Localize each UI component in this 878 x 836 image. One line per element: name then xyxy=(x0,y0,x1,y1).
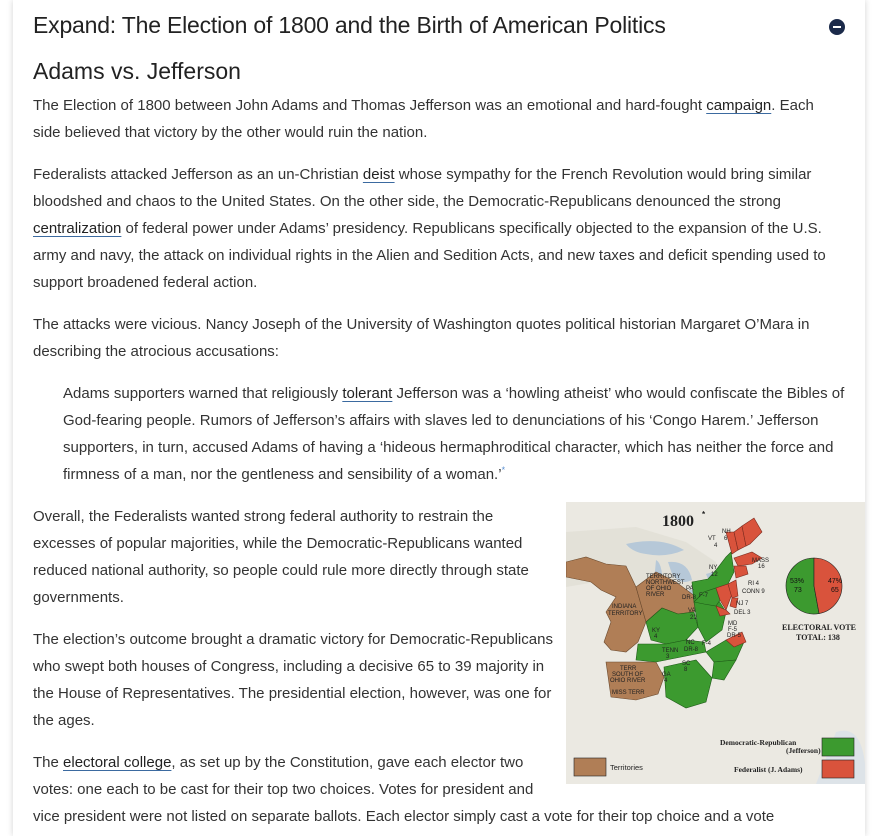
label-ny: NY xyxy=(709,565,718,571)
panel-header[interactable] xyxy=(33,0,845,56)
label-va-n: 21 xyxy=(690,615,697,621)
label-mass-n: 16 xyxy=(758,564,765,570)
pie-dr-pct: 53% xyxy=(790,578,805,585)
paragraph-2 xyxy=(33,161,845,296)
campaign-link[interactable]: campaign xyxy=(706,97,772,114)
label-nc: NC xyxy=(686,640,695,646)
label-pa: PA xyxy=(686,586,694,592)
map-title: 1800 xyxy=(662,513,694,530)
electoral-college-link[interactable]: electoral college xyxy=(63,754,172,771)
label-ga-n: 4 xyxy=(664,678,668,684)
text: whose sympathy for the French Revolution would bring similar bloodshed and chaos to the United States. On the other side, the Democratic-Republicans denounced the strong xyxy=(33,166,812,210)
label-nh: NH xyxy=(722,529,731,535)
label-pa-d: DR-8 xyxy=(682,595,697,601)
paragraph-4: Overall, the Federalists wanted strong federal authority to restrain the excesses of popular majorities, while the Democratic-Republicans wanted reduced national authority, so people could rule more directly through state governments. xyxy=(33,508,529,606)
panel-content xyxy=(33,0,857,836)
expand-title: Expand: The Election of 1800 and the Birth of American Politics xyxy=(33,12,666,38)
label-md-d: DR-5 xyxy=(727,633,742,639)
legend-dr-sub: (Jefferson) xyxy=(786,746,821,755)
legend-dr-swatch xyxy=(822,738,854,756)
label-nw2: NORTHWEST xyxy=(646,580,685,586)
tolerant-link[interactable]: tolerant xyxy=(342,385,393,402)
text: , as set up by the Constitution, gave each elector two votes: one each to be cast for their top two choices. Votes for president and vice president were not listed on separate ballots. Each elector simply cast a vote for their top choice and a vote xyxy=(33,754,775,825)
label-va: VA xyxy=(688,608,696,614)
label-nc-f: F-4 xyxy=(702,641,711,647)
electoral-vote-label: ELECTORAL VOTE xyxy=(782,623,857,632)
label-mass: MASS xyxy=(752,558,770,564)
label-ts1: TERR xyxy=(620,666,637,672)
label-nc-d: DR-8 xyxy=(684,647,699,653)
label-conn: CONN 9 xyxy=(742,589,765,595)
label-nw1: TERRITORY xyxy=(646,574,681,580)
label-ind1: INDIANA xyxy=(612,604,637,610)
label-md: MD xyxy=(728,621,738,627)
election-map-figure xyxy=(566,502,865,784)
electoral-total-label: TOTAL: 138 xyxy=(796,633,840,642)
figure-section xyxy=(33,503,857,830)
label-vt-n: 4 xyxy=(714,543,718,549)
legend-dr-label: Democratic-Republican xyxy=(720,738,797,747)
pie-f-pct: 47% xyxy=(828,578,843,585)
label-nw4: RIVER xyxy=(646,592,665,598)
pie-f-votes: 65 xyxy=(831,587,839,594)
label-sc: SC xyxy=(682,661,691,667)
paragraph-1 xyxy=(33,92,845,146)
election-map xyxy=(566,502,865,784)
pie-dr-votes: 73 xyxy=(794,587,802,594)
label-nw3: OF OHIO xyxy=(646,586,672,592)
text: The Election of 1800 between John Adams and Thomas Jefferson was an emotional and hard-fought xyxy=(33,97,707,114)
label-vt: VT xyxy=(708,536,716,542)
text: Adams supporters warned that religiously xyxy=(63,385,343,402)
label-ky-n: 4 xyxy=(654,634,658,640)
section-heading: Adams vs. Jefferson xyxy=(33,58,241,84)
text: The xyxy=(33,754,64,771)
block-quote xyxy=(63,380,845,488)
label-ky: KY xyxy=(652,628,661,634)
label-ny-n: 12 xyxy=(711,572,718,578)
collapse-button[interactable] xyxy=(829,19,845,35)
text: . Each side believed that victory by the other would ruin the nation. xyxy=(33,97,814,141)
label-miss: MISS TERR xyxy=(612,690,645,696)
label-nj: NJ 7 xyxy=(736,601,749,607)
legend-terr-swatch xyxy=(574,758,606,776)
map-title-mark: * xyxy=(702,510,706,519)
label-tenn: TENN xyxy=(662,648,679,654)
legend-terr-label: Territories xyxy=(610,763,643,772)
label-md-f: F-5 xyxy=(728,627,737,633)
text: Federalists attacked Jefferson as an un-Christian xyxy=(33,166,363,183)
label-ga: GA xyxy=(662,672,671,678)
text: of federal power under Adams’ presidency. Republicans specifically objected to the expansion of the U.S. army and navy, the attack on individual rights in the Alien and Sedition Acts, and new taxes and deficit spending used to support broadened federal action. xyxy=(33,220,826,291)
expand-panel xyxy=(13,0,865,836)
footnote-link[interactable]: * xyxy=(501,465,506,475)
label-tenn-n: 3 xyxy=(666,654,670,660)
label-pa-f: F-7 xyxy=(699,593,708,599)
electoral-pie xyxy=(786,558,842,614)
label-del: DEL 3 xyxy=(734,610,751,616)
centralization-link[interactable]: centralization xyxy=(33,220,122,237)
label-ri: RI 4 xyxy=(748,581,760,587)
label-sc-n: 8 xyxy=(684,667,688,673)
legend-f-swatch xyxy=(822,760,854,778)
label-ts2: SOUTH OF xyxy=(612,672,643,678)
label-nh-n: 6 xyxy=(724,536,728,542)
label-ind2: TERRITORY xyxy=(608,611,643,617)
minus-icon xyxy=(833,26,841,28)
legend-f-label: Federalist (J. Adams) xyxy=(734,765,803,774)
deist-link[interactable]: deist xyxy=(362,166,395,183)
text: Jefferson was a ‘howling atheist’ who would confiscate the Bibles of God-fearing people. Rumors of Jefferson’s affairs with slaves led to denunciations of his ‘Congo Harem.’ Jefferson supporters, in turn, accused Adams of having a ‘hideous hermaphroditical character, which has neither the force and firmness of a man, nor the gentleness and sensibility of a woman.’ xyxy=(63,385,845,483)
label-ts3: OHIO RIVER xyxy=(610,678,646,684)
paragraph-3: The attacks were vicious. Nancy Joseph of the University of Washington quotes political historian Margaret O’Mara in describing the atrocious accusations: xyxy=(33,316,810,360)
paragraph-5: The election’s outcome brought a dramatic victory for Democratic-Republicans who swept both houses of Congress, including a decisive 65 to 39 majority in the House of Representatives. The presidential election, however, was one for the ages. xyxy=(33,631,553,729)
